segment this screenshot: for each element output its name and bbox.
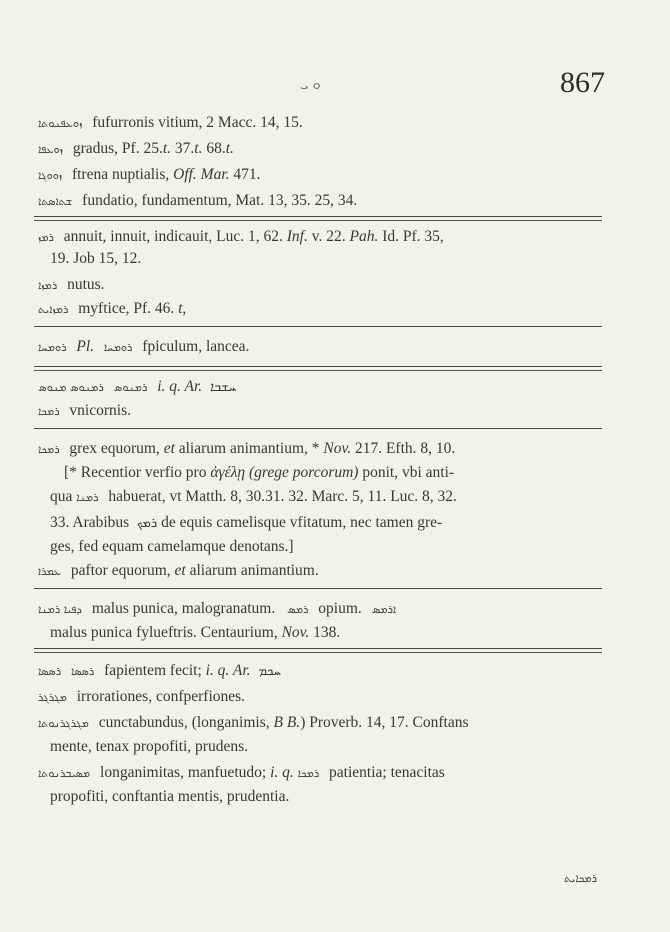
section-divider [34, 326, 602, 327]
entry-continuation: 19. Job 15, 12. [50, 250, 142, 267]
note-text: 33. Arabibus [50, 514, 130, 531]
entry-line [38, 226, 608, 249]
syriac-word: ܐܪܡܣ [371, 603, 397, 616]
gloss-italic: Inf. [286, 228, 308, 245]
syriac-headword: ܪܘܡܚܐ [38, 341, 67, 354]
entry-line [38, 438, 608, 461]
gloss: ftrena nuptialis, [71, 166, 174, 183]
entry-line [38, 712, 608, 735]
entry-line [38, 190, 608, 213]
gloss: vnicornis. [69, 402, 131, 419]
gloss: gradus, Pf. 25. [72, 140, 163, 157]
gloss: annuit, innuit, indicauit, Luc. 1, 62. [63, 228, 287, 245]
gloss: patientia; tenacitas [329, 764, 445, 781]
gloss: cunctabundus, (longanimis, [98, 714, 274, 731]
gloss-italic: Nov. [281, 624, 310, 641]
gloss: 217. Efth. 8, 10. [351, 440, 456, 457]
entry-line [38, 598, 608, 621]
syriac-headword: ܫܬܐܣܬܐ [38, 195, 73, 208]
gloss: 138. [309, 624, 341, 641]
gloss-italic: t. [162, 140, 172, 157]
gloss: 471. [229, 166, 261, 183]
section-divider [34, 588, 602, 589]
gloss-italic: i. q. Ar. [205, 662, 251, 679]
gloss-italic: et [163, 440, 175, 457]
gloss-italic: i. q. [270, 764, 294, 781]
gloss-italic: B B. [273, 714, 301, 731]
gloss-italic: Nov. [323, 440, 352, 457]
syriac-headword: ܡܓܪܓܪ [38, 691, 67, 704]
entry-line [38, 138, 608, 161]
syriac-headword: ܕܦܝܐ ܪܡܢܐ [38, 603, 82, 616]
section-divider [34, 648, 602, 653]
gloss: irrorationes, confperfiones. [76, 688, 246, 705]
note-text: de equis camelisque vfitatum, nec tamen gre- [157, 514, 443, 531]
syriac-headword: ܪܘܡܚܐ [103, 341, 133, 354]
gloss: 37. [171, 140, 195, 157]
note-text: [* Recentior verfio pro [64, 464, 211, 481]
syriac-headword: ܪܡܙ [38, 231, 54, 244]
gloss: grex equorum, [69, 440, 164, 457]
note-line [50, 512, 610, 535]
greek-word: ἀγέλῃ [210, 464, 246, 481]
note-text: qua [50, 488, 73, 505]
gloss: aliarum animantium, * [174, 440, 324, 457]
syriac-word: ܪܡܣ [287, 603, 309, 616]
syriac-headword: ܙܘܥܦܐ [38, 143, 63, 156]
syriac-word: ܪܡܟܐ [297, 767, 320, 780]
entry-line [38, 336, 608, 359]
syriac-headword: ܪܡܟܐ [38, 405, 60, 418]
gloss-italic: Pl. [76, 338, 95, 355]
page-number: 867 [560, 66, 605, 99]
catchword: ܪܡܟܐܝܬ [564, 872, 597, 885]
gloss: ) Proverb. 14, 17. Conftans [300, 714, 469, 731]
gloss: paftor equorum, [70, 562, 175, 579]
running-head: ܘ ܝ [300, 77, 321, 93]
entry-line [38, 298, 608, 321]
section-divider [34, 428, 602, 429]
gloss: nutus. [67, 276, 105, 293]
syriac-headword: ܡܣܝܒܪܢܘܬܐ [38, 767, 91, 780]
entry-line [38, 274, 608, 297]
syriac-headword: ܪܡܙܐܝܬ [38, 303, 69, 316]
gloss: myftice, Pf. 46. [78, 300, 179, 317]
syriac-headword: ܡܓܪܓܪܢܘܬܐ [38, 717, 89, 730]
entry-continuation [50, 622, 610, 644]
syriac-headword: ܪܡܢܘܣ [113, 381, 148, 394]
gloss: longanimitas, manfuetudo; [100, 764, 271, 781]
gloss: Id. Pf. 35, [378, 228, 444, 245]
gloss-italic: t, [178, 300, 187, 317]
gloss: fapientem fecit; [104, 662, 206, 679]
note-text: ponit, vbi anti- [358, 464, 455, 481]
entry-line [38, 660, 608, 683]
entry-line [38, 112, 608, 135]
entry-line [38, 762, 608, 785]
gloss: fundatio, fundamentum, Mat. 13, 35. 25, 34. [82, 192, 358, 209]
section-divider [34, 216, 602, 221]
entry-continuation: mente, tenax propofiti, prudens. [50, 738, 249, 755]
syriac-headword: ܪܣܣܐ [71, 665, 95, 678]
note-line [50, 486, 610, 509]
entry-line [38, 164, 608, 187]
syriac-word: ܪܡܢܐ [76, 491, 99, 504]
section-divider [34, 366, 602, 371]
gloss: 68. [202, 140, 226, 157]
entry-line [38, 400, 608, 423]
gloss: fufurronis vitium, 2 Macc. 14, 15. [92, 114, 303, 131]
gloss-italic: i. q. Ar. [157, 378, 203, 395]
gloss: fpiculum, lancea. [142, 338, 250, 355]
gloss-italic: t. [194, 140, 203, 157]
gloss-italic: Off. Mar. [173, 166, 230, 183]
syriac-headword: ܪܡܟܐ [38, 443, 60, 456]
gloss: opium. [318, 600, 362, 617]
note-line: ges, fed equam camelamque denotans.] [50, 538, 294, 555]
arabic-word: ܪܡܟ [137, 516, 158, 531]
gloss: malus punica fylueftris. Centaurium, [50, 624, 282, 641]
arabic-word: ܚܫܒܐ [210, 380, 237, 395]
gloss: v. 22. [307, 228, 350, 245]
note-line [64, 462, 624, 484]
syriac-headword: ܙܘܘܓܐ [38, 169, 63, 182]
entry-line [38, 560, 608, 583]
entry-line [38, 686, 608, 709]
syriac-headword: ܪܡܢܘܣ ܡܢܘܣ [38, 381, 104, 394]
entry-line [38, 376, 608, 399]
gloss: aliarum animantium. [185, 562, 319, 579]
note-text: habuerat, vt Matth. 8, 30.31. 32. Marc. 5, 11. Luc. 8, 32. [104, 488, 457, 505]
arabic-word: ܚܟܡ [258, 664, 282, 679]
entry-continuation: propofiti, conftantia mentis, prudentia. [50, 788, 290, 805]
gloss: malus punica, malogranatum. [91, 600, 276, 617]
syriac-headword: ܪܣܣܐ [38, 665, 62, 678]
syriac-headword: ܪܡܙܐ [38, 279, 58, 292]
gloss-italic: Pah. [349, 228, 379, 245]
syriac-headword: ܙܘܥܦܢܘܬܐ [38, 117, 83, 130]
gloss-italic: et [174, 562, 186, 579]
syriac-headword: ܥܡܪܐ [38, 565, 61, 578]
gloss-italic: t. [225, 140, 234, 157]
note-italic: (grege porcorum) [245, 464, 359, 481]
